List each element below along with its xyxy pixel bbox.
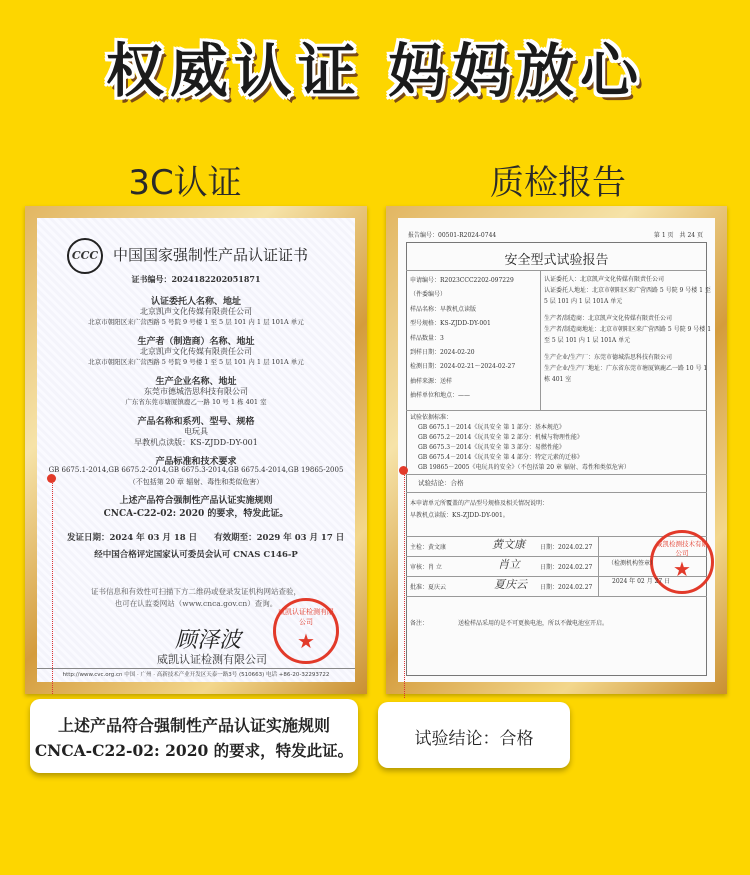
- footer-divider: [37, 668, 355, 669]
- column-divider: [598, 536, 599, 596]
- field-arrival-date: 到样日期：2024-02-20: [410, 349, 475, 357]
- conformity-line-2: CNCA-C22-02: 2020 的要求，特发此证。: [103, 509, 289, 519]
- field-client-address: 认证委托人地址：北京市朝阳区来广营西路 5 号院 9 号楼 1 至 5 层 101 内 1 层 101A 单元: [544, 287, 711, 305]
- producer-label: 生产者（制造商）名称、地址: [137, 337, 255, 347]
- description-line-2: 早教机点读版：KS-ZJDD-DY-001。: [410, 512, 509, 519]
- verify-note-1: 证书信息和有效性可扫描下方二维码或登录发证机构网站查验，: [91, 587, 301, 596]
- conclusion-short: 试验结论：合格: [418, 479, 464, 487]
- verify-note-2: 也可在认监委网站（www.cnca.gov.cn）查询。: [114, 599, 278, 608]
- certificate-stamp: [273, 598, 339, 664]
- signature: 顾泽波: [175, 628, 242, 653]
- standard-label: 产品标准和技术要求: [155, 457, 237, 467]
- headline: 权威认证 妈妈放心: [105, 37, 645, 105]
- reviewer-date: 日期：2024.02.27: [540, 564, 593, 571]
- field-sample-source: 抽样来源：送样: [410, 377, 453, 385]
- basis-item: GB 6675.3－2014《玩具安全 第 3 部分：易燃性能》: [418, 444, 565, 451]
- approver-signature: 夏庆云: [494, 578, 527, 591]
- field-test-date: 检测日期：2024-02-21～2024-02-27: [410, 363, 516, 371]
- callout-connector-right: [404, 470, 405, 698]
- producer-name: 北京凯声文化传媒有限责任公司: [140, 347, 252, 356]
- issue-date: 发证日期：2024 年 03 月 18 日 有效期至：2029 年 03 月 17 日: [67, 533, 345, 543]
- product-label: 产品名称和系列、型号、规格: [137, 417, 255, 427]
- left-heading: 3C认证: [128, 163, 242, 203]
- conformity-line-1: 上述产品符合强制性产品认证实施规则: [119, 496, 273, 506]
- star-icon: ★: [673, 557, 691, 581]
- callout-dot-right: [399, 466, 408, 475]
- product-name: 电玩具: [184, 427, 208, 436]
- field-entrust-no: （件委编号）: [410, 291, 447, 299]
- certificate-sheet: [37, 218, 355, 682]
- field-producer: 生产者/制造商：北京凯声文化传媒有限责任公司: [544, 315, 673, 322]
- report-title: 安全型式试验报告: [504, 253, 609, 268]
- factory-label: 生产企业名称、地址: [155, 377, 237, 387]
- basis-label: 试验依据标准：: [410, 414, 453, 421]
- factory-name: 东莞市德城浩思科技有限公司: [144, 387, 248, 396]
- field-sample-qty: 样品数量：3: [410, 334, 444, 342]
- row-divider: [406, 410, 707, 411]
- report-fields-right: [544, 274, 714, 385]
- right-heading: 质检报告: [490, 163, 626, 203]
- field-sampling-unit: 抽样单位和地点：——: [410, 392, 471, 400]
- report-basis: [410, 413, 630, 473]
- row-divider: [406, 596, 707, 597]
- field-factory: 生产企业/生产厂：东莞市德城浩思科技有限公司: [544, 354, 673, 361]
- callout-left: [30, 699, 358, 773]
- issuing-org: 威凯认证检测有限公司: [157, 653, 267, 666]
- approver-date: 日期：2024.02.27: [540, 584, 593, 591]
- reviewer: 审核：肖 立: [410, 564, 442, 571]
- row-divider: [406, 492, 707, 493]
- star-icon: ★: [297, 629, 315, 653]
- applicant-address: 北京市朝阳区来广营西路 5 号院 9 号楼 1 至 5 层 101 内 1 层 101A 单元: [88, 318, 304, 326]
- basis-item: GB 6675.4－2014《玩具安全 第 4 部分：特定元素的迁移》: [418, 454, 583, 461]
- field-application-no: 申请编号：R2023CCC2202-097229: [410, 277, 514, 284]
- remark-label: 备注：: [410, 620, 429, 627]
- callout-right-text: 试验结论：合格: [414, 729, 534, 749]
- field-sample-name: 样品名称：早教机点读版: [410, 305, 477, 313]
- field-producer-address: 生产者/制造商地址：北京市朝阳区来广营西路 5 号院 9 号楼 1 至 5 层 101 内 1 层 101A 单元: [544, 326, 712, 344]
- approver: 批准：夏庆云: [410, 584, 447, 591]
- basis-item: GB 6675.1－2014《玩具安全 第 1 部分：基本规范》: [418, 424, 565, 431]
- stamp-date: 2024 年 02 月 27 日: [612, 578, 671, 585]
- ccc-logo-icon: CCC: [67, 238, 103, 274]
- report-sheet: [398, 218, 715, 682]
- callout-left-line-1: 上述产品符合强制性产品认证实施规则: [57, 716, 330, 735]
- cnas-text: 经中国合格评定国家认可委员会认可 CNAS C146-P: [94, 550, 298, 560]
- callout-right: [378, 702, 570, 768]
- factory-address: 广东省东莞市塘厦镇鹿乙一路 10 号 1 栋 401 室: [125, 398, 267, 406]
- reviewer-signature: 肖立: [498, 558, 520, 571]
- standard-text: GB 6675.1-2014,GB 6675.2-2014,GB 6675.3-2014,GB 6675.4-2014,GB 19865-2005: [48, 466, 344, 474]
- stamp-note: （检测机构签章）: [608, 560, 657, 567]
- row-divider: [406, 474, 707, 475]
- basis-item: GB 19865－2005《电玩具的安全》（不包括第 20 章 辐射、毒性和类似危害）: [418, 464, 630, 471]
- certificate-title: 中国国家强制性产品认证证书: [113, 246, 309, 264]
- main-inspector: 主检：黄文康: [410, 544, 447, 551]
- description-line-1: 本申请单元所覆盖的产品型号规格及相关情况说明：: [410, 500, 549, 507]
- producer-address: 北京市朝阳区来广营西路 5 号院 9 号楼 1 至 5 层 101 内 1 层 101A 单元: [88, 358, 304, 366]
- column-divider: [540, 270, 541, 410]
- certificate-footer: http://www.cvc.org.cn 中国 · 广州 · 高新技术产业开发区天泰一路3号 (510663) 电话 +86-20-32293722: [62, 672, 330, 678]
- report-fields-left: [410, 274, 538, 404]
- main-inspector-date: 日期：2024.02.27: [540, 544, 593, 551]
- cert-number: 证书编号：2024182202051871: [131, 274, 261, 284]
- main-inspector-signature: 黄文康: [492, 538, 525, 551]
- applicant-name: 北京凯声文化传媒有限责任公司: [140, 307, 252, 316]
- report-page: 第 1 页 共 24 页: [653, 232, 703, 239]
- applicant-label: 认证委托人名称、地址: [150, 297, 241, 307]
- certificate-frame: [25, 206, 367, 694]
- field-client: 认证委托人：北京凯声文化传媒有限责任公司: [544, 276, 665, 283]
- field-model: 型号规格：KS-ZJDD-DY-001: [410, 320, 491, 328]
- remark-text: 送检样品采用的是不可更换电池，所以不做电池室开启。: [458, 620, 609, 627]
- report-frame: [386, 206, 727, 694]
- basis-item: GB 6675.2－2014《玩具安全 第 2 部分：机械与物理性能》: [418, 434, 583, 441]
- report-number: 报告编号：00501-R2024-0744: [408, 232, 497, 239]
- callout-connector-left: [52, 478, 53, 694]
- product-model: 早教机点读版：KS-ZJDD-DY-001: [134, 438, 258, 447]
- standard-note: （不包括第 20 章 辐射、毒性和类似危害）: [128, 478, 264, 486]
- row-divider: [406, 270, 707, 271]
- field-factory-address: 生产企业/生产厂地址：广东省东莞市塘厦镇鹿乙一路 10 号 1 栋 401 室: [544, 365, 708, 383]
- report-stamp-text: 威凯检测技术有限公司: [656, 540, 708, 557]
- stamp-text: 威凯认证检测有限公司: [278, 608, 334, 626]
- callout-dot-left: [47, 474, 56, 483]
- callout-left-line-2: CNCA-C22-02: 2020 的要求，特发此证。: [34, 741, 354, 760]
